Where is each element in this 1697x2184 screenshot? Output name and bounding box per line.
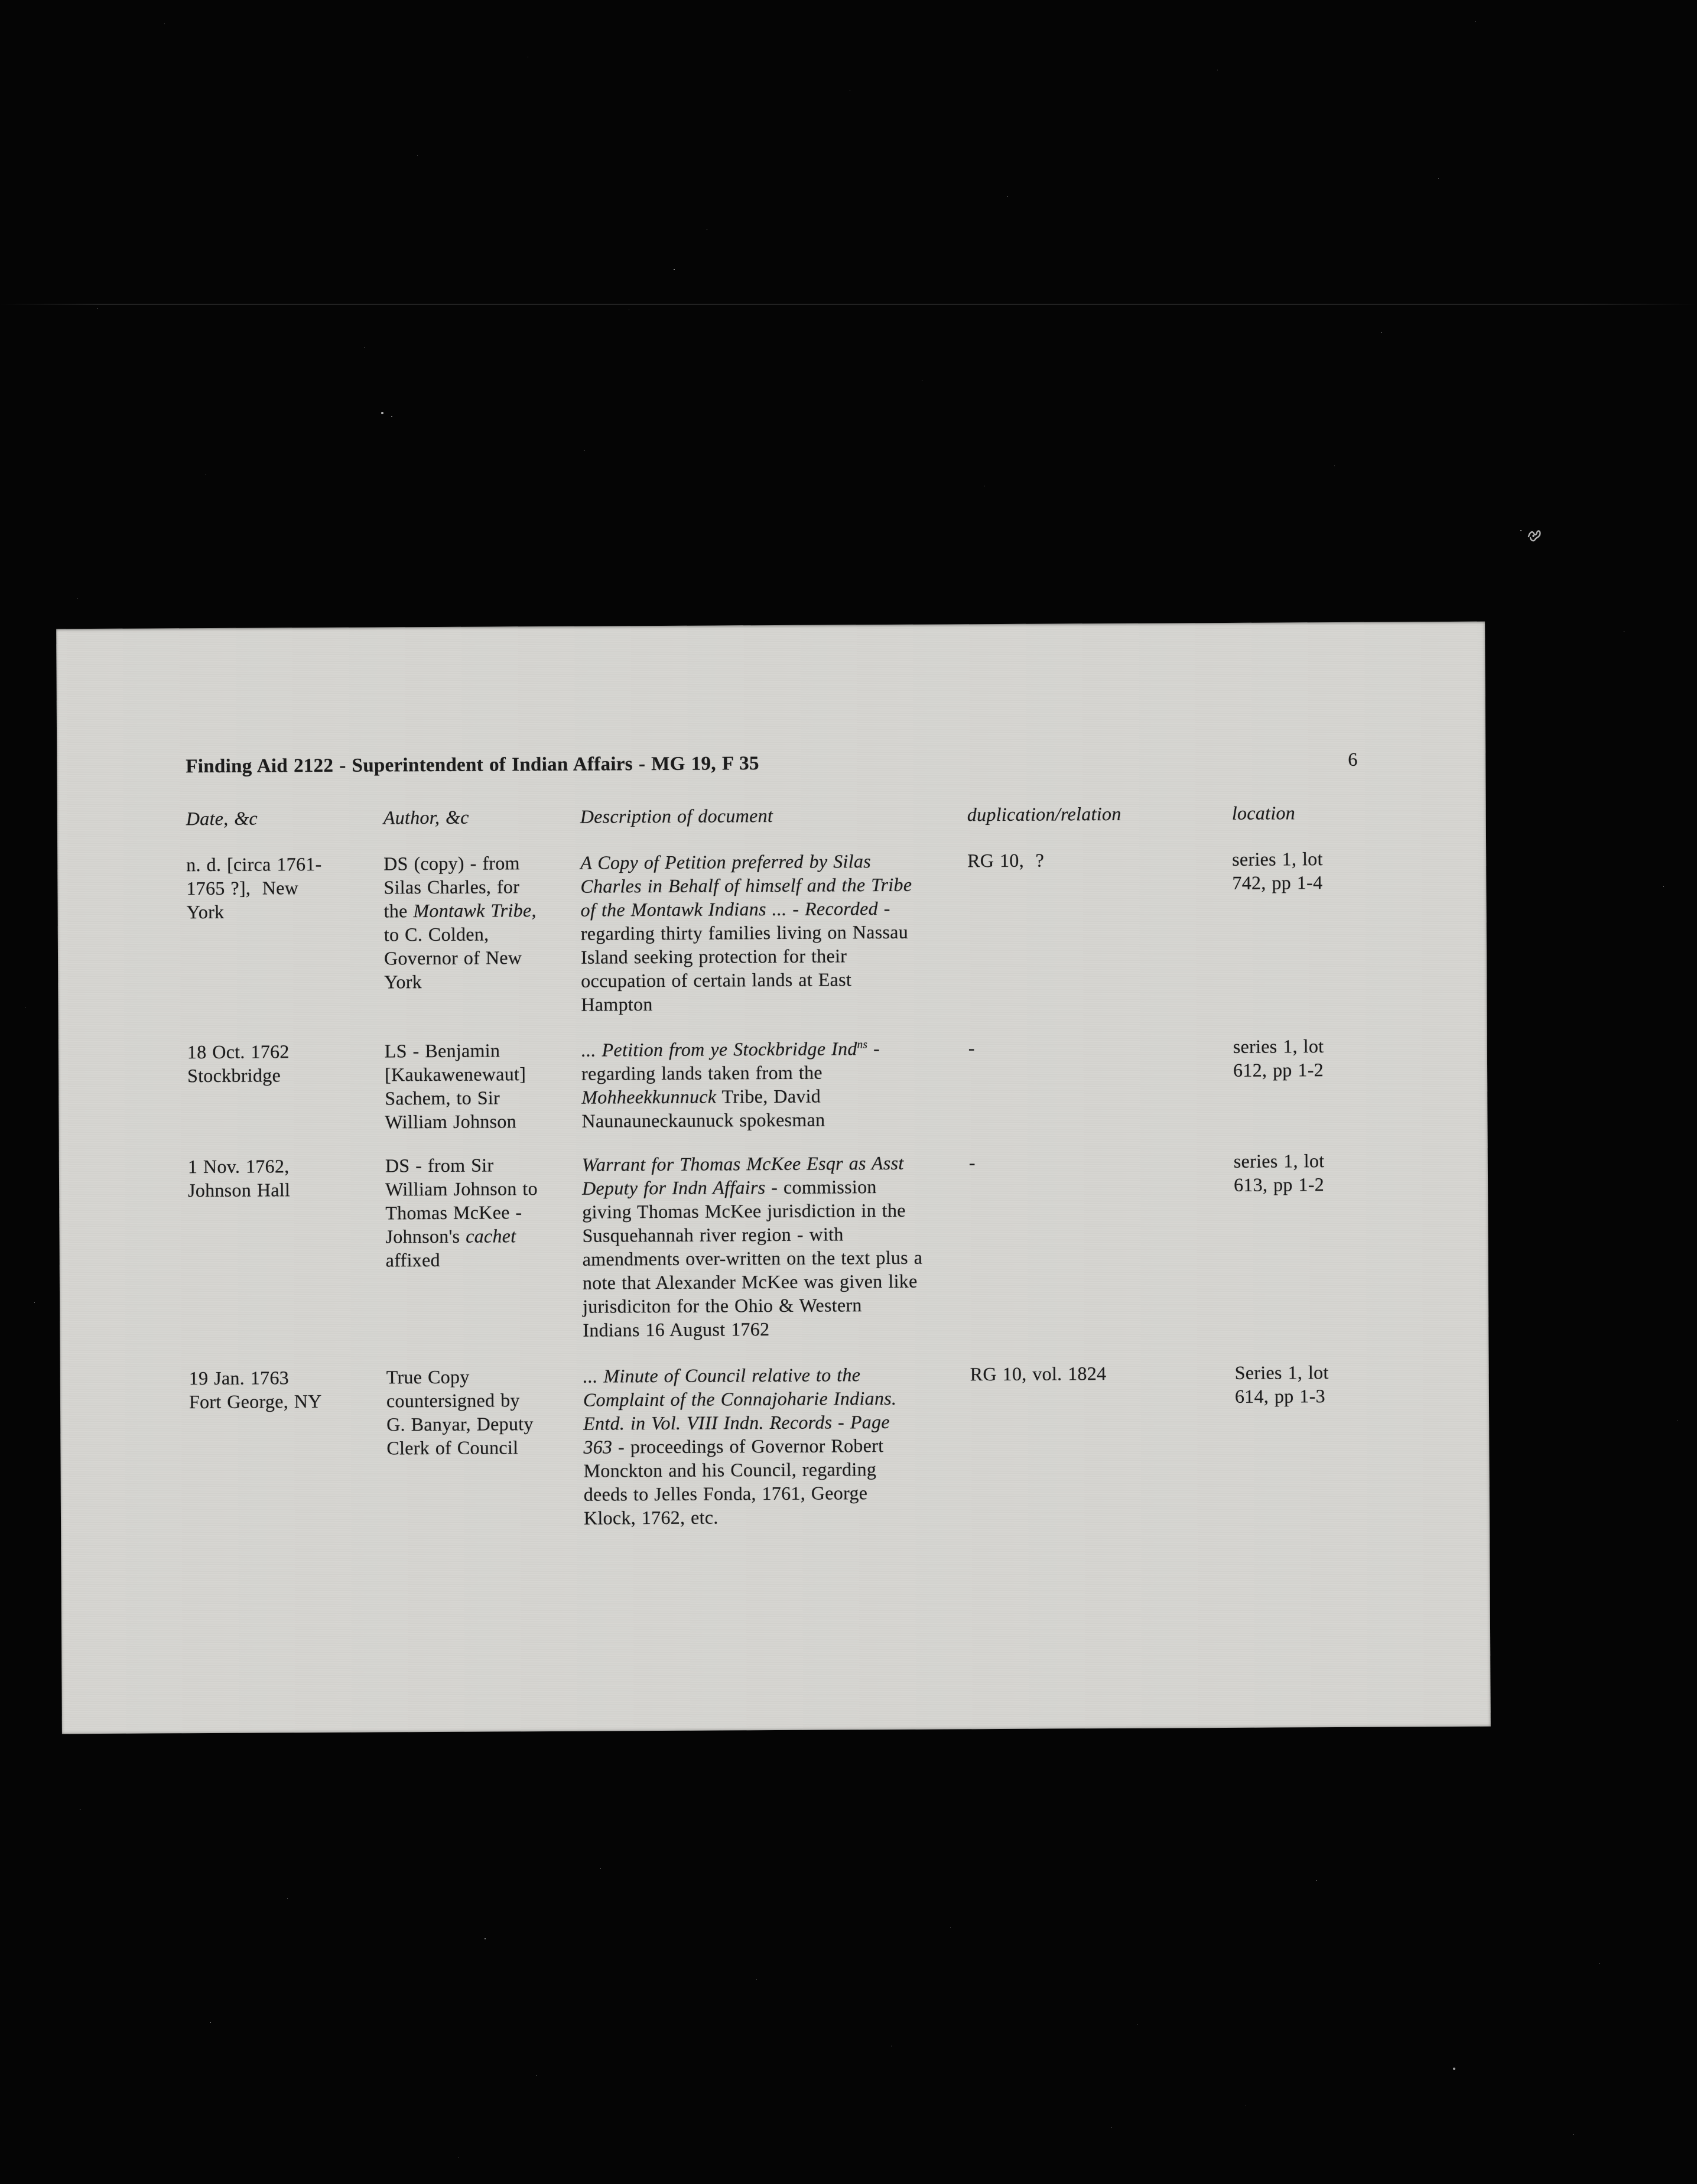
table-row-3 xyxy=(59,1148,1488,1341)
text-segment: 18 Oct. 1762 xyxy=(187,1041,290,1063)
text-segment: ns xyxy=(857,1038,868,1051)
text-segment: 363 xyxy=(583,1436,613,1458)
text-line xyxy=(968,1035,1228,1060)
text-segment: Hampton xyxy=(581,993,653,1015)
text-line xyxy=(583,1386,973,1411)
text-line xyxy=(581,896,971,921)
text-line xyxy=(188,1154,377,1179)
scratch-mark xyxy=(1526,527,1546,545)
text-line xyxy=(384,922,579,947)
text-segment: Johnson's xyxy=(385,1225,466,1247)
text-line xyxy=(187,1039,376,1064)
cell-description xyxy=(583,1362,974,1529)
text-segment: Warrant for Thomas McKee Esqr as Asst xyxy=(581,1152,904,1175)
text-segment: affixed xyxy=(385,1249,440,1271)
text-segment: 1 Nov. 1762, xyxy=(187,1155,290,1178)
text-line xyxy=(1233,1057,1481,1082)
text-segment: Deputy for Indn Affairs xyxy=(581,1176,766,1199)
text-segment: 742, pp 1-4 xyxy=(1232,872,1323,893)
text-segment: series 1, lot xyxy=(1233,1035,1324,1057)
text-line xyxy=(581,1083,971,1109)
text-segment: Charles in Behalf of himself and the Tribe xyxy=(580,873,912,897)
cell-duplication xyxy=(967,847,1227,872)
text-line xyxy=(189,1366,378,1390)
text-segment: York xyxy=(384,971,422,993)
cell-date xyxy=(189,1366,378,1414)
text-segment: True Copy xyxy=(386,1366,470,1388)
dust-specks-large xyxy=(0,0,1,1)
text-segment: Indians 16 August 1762 xyxy=(583,1318,770,1341)
table-row-4 xyxy=(60,1360,1489,1529)
text-segment: jurisdiciton for the Ohio & Western xyxy=(583,1294,862,1317)
cell-duplication xyxy=(970,1361,1230,1386)
text-segment: 614, pp 1-3 xyxy=(1234,1385,1326,1407)
text-segment: to C. Colden, xyxy=(383,923,489,945)
text-line xyxy=(583,1457,973,1482)
text-segment: Mohheekkunnuck xyxy=(581,1086,717,1108)
text-line xyxy=(383,851,578,876)
text-segment: regarding thirty families living on Nassau xyxy=(580,921,909,944)
cell-duplication xyxy=(969,1149,1229,1174)
text-line xyxy=(385,1176,580,1201)
text-segment: 19 Jan. 1763 xyxy=(188,1367,290,1389)
text-segment: - xyxy=(968,1037,975,1059)
text-line xyxy=(385,1086,580,1110)
text-line xyxy=(583,1292,973,1318)
column-header-description: Description of document xyxy=(580,804,773,827)
text-segment: 612, pp 1-2 xyxy=(1233,1059,1324,1081)
film-scratch-line xyxy=(0,304,1697,305)
text-line xyxy=(186,876,375,901)
cell-date xyxy=(187,1039,376,1088)
text-segment: A Copy of Petition preferred by Silas xyxy=(580,850,872,873)
cell-date xyxy=(186,852,376,924)
text-line xyxy=(581,1107,971,1132)
text-segment: Klock, 1762, etc. xyxy=(583,1506,719,1529)
text-line xyxy=(386,1388,581,1413)
text-line xyxy=(187,1063,376,1088)
cell-author xyxy=(386,1364,582,1460)
text-line xyxy=(580,872,970,898)
text-segment: DS - from Sir xyxy=(385,1154,494,1176)
text-segment: Sachem, to Sir xyxy=(385,1087,500,1109)
cell-location xyxy=(1234,1148,1482,1197)
text-segment: giving Thomas McKee jurisdiction in the xyxy=(582,1199,906,1223)
text-line xyxy=(188,1178,377,1202)
text-segment: cachet xyxy=(466,1225,516,1247)
table-row-1 xyxy=(57,846,1486,1015)
text-line xyxy=(386,1435,581,1460)
text-line xyxy=(1234,1172,1482,1197)
text-line xyxy=(1234,1148,1482,1173)
text-segment: - xyxy=(867,1038,880,1060)
text-segment: Series 1, lot xyxy=(1234,1361,1329,1383)
text-segment: - commission xyxy=(765,1176,877,1198)
text-segment: Island seeking protection for their xyxy=(580,945,847,968)
text-line xyxy=(383,875,578,899)
document-page xyxy=(56,622,1491,1734)
text-line xyxy=(385,1062,580,1087)
text-segment: n. d. [circa 1761- xyxy=(186,853,322,876)
cell-author xyxy=(385,1153,581,1272)
text-segment: amendments over-written on the text plus a xyxy=(582,1246,923,1270)
text-line xyxy=(385,1153,580,1178)
column-header-author: Author, &c xyxy=(383,806,469,828)
text-line xyxy=(969,1149,1229,1174)
cell-author xyxy=(385,1038,580,1134)
text-segment: Tribe, David xyxy=(716,1085,821,1107)
text-segment: - proceedings of Governor Robert xyxy=(612,1435,884,1458)
column-headers xyxy=(57,800,1486,830)
page-number: 6 xyxy=(1348,748,1358,770)
text-segment: Monckton and his Council, regarding xyxy=(583,1458,877,1481)
text-line xyxy=(582,1221,972,1247)
text-segment: Naunauneckaunuck spokesman xyxy=(581,1109,825,1132)
text-segment: Governor of New xyxy=(383,947,522,969)
text-line xyxy=(582,1150,972,1176)
text-line xyxy=(385,1109,580,1134)
text-segment: Clerk of Council xyxy=(386,1436,519,1459)
text-line xyxy=(385,1200,580,1225)
text-segment: G. Banyar, Deputy xyxy=(386,1413,534,1435)
text-line xyxy=(584,1480,974,1506)
text-line xyxy=(582,1198,972,1223)
text-line xyxy=(583,1409,973,1435)
text-line xyxy=(584,1504,974,1529)
text-line xyxy=(582,1174,972,1200)
text-segment: Montawk Tribe, xyxy=(413,899,537,922)
text-segment: William Johnson xyxy=(385,1110,517,1133)
text-segment: note that Alexander McKee was given like xyxy=(582,1270,918,1294)
text-segment: deeds to Jelles Fonda, 1761, George xyxy=(583,1482,868,1505)
text-segment: 613, pp 1-2 xyxy=(1233,1174,1325,1195)
text-segment: series 1, lot xyxy=(1232,848,1323,870)
text-segment: RG 10, vol. 1824 xyxy=(970,1363,1107,1385)
text-segment: William Johnson to xyxy=(385,1178,538,1200)
text-segment: Johnson Hall xyxy=(188,1179,291,1201)
cell-duplication xyxy=(968,1035,1228,1060)
text-segment: ... Petition from ye Stockbridge Ind xyxy=(581,1038,857,1061)
cell-author xyxy=(383,851,579,994)
text-line xyxy=(187,899,376,924)
text-line xyxy=(581,943,971,968)
text-line xyxy=(384,898,579,923)
text-line xyxy=(385,1038,580,1063)
text-segment: regarding lands taken from the xyxy=(581,1061,823,1084)
text-segment: Thomas McKee - xyxy=(385,1201,522,1224)
text-line xyxy=(583,1245,973,1270)
text-line xyxy=(386,1247,581,1272)
text-segment: - xyxy=(968,1152,976,1174)
column-header-date: Date, &c xyxy=(186,807,258,830)
text-line xyxy=(1232,846,1480,871)
text-line xyxy=(1232,870,1480,895)
text-segment: ... Minute of Council relative to the xyxy=(583,1364,861,1387)
cell-description xyxy=(582,1150,973,1341)
text-segment: Complaint of the Connajoharie Indians. xyxy=(583,1387,897,1410)
text-line xyxy=(384,969,579,994)
text-line xyxy=(386,1412,581,1436)
text-segment: Entd. in Vol. VIII Indn. Records - Page xyxy=(583,1410,890,1434)
text-segment: countersigned by xyxy=(386,1389,520,1412)
text-line xyxy=(1233,1034,1481,1058)
text-line xyxy=(386,1364,581,1389)
text-segment: occupation of certain lands at East xyxy=(581,968,852,992)
text-segment: [Kaukawenewaut] xyxy=(384,1063,526,1086)
text-segment: York xyxy=(186,901,225,923)
text-segment: 1765 ?], New xyxy=(186,877,299,899)
text-line xyxy=(581,990,971,1016)
column-header-location: location xyxy=(1231,802,1296,824)
text-line xyxy=(186,852,375,877)
text-segment: of the Montawk Indians ... - Recorded - xyxy=(580,897,890,921)
text-line xyxy=(583,1316,973,1341)
text-line xyxy=(581,967,971,992)
column-header-duplication: duplication/relation xyxy=(967,802,1121,826)
cell-description xyxy=(580,849,971,1016)
text-line xyxy=(189,1389,378,1414)
text-line xyxy=(583,1362,973,1387)
text-line xyxy=(1235,1360,1483,1384)
text-segment: DS (copy) - from xyxy=(383,852,520,875)
cell-location xyxy=(1235,1360,1483,1408)
text-line xyxy=(581,1036,971,1061)
text-line xyxy=(583,1269,973,1294)
text-line xyxy=(583,1433,973,1458)
text-segment: series 1, lot xyxy=(1233,1150,1325,1172)
cell-location xyxy=(1232,846,1480,895)
text-segment: RG 10, ? xyxy=(967,849,1045,872)
text-line xyxy=(1235,1383,1483,1408)
cell-location xyxy=(1233,1034,1481,1082)
cell-date xyxy=(188,1154,377,1202)
text-line xyxy=(581,919,971,945)
text-segment: Susquehannah river region - with xyxy=(582,1223,844,1246)
text-line xyxy=(385,1224,580,1249)
text-segment: Silas Charles, for xyxy=(383,876,520,898)
cell-description xyxy=(581,1036,972,1132)
text-line xyxy=(581,1060,971,1085)
text-line xyxy=(970,1361,1230,1386)
text-segment: Fort George, NY xyxy=(188,1390,322,1413)
text-line xyxy=(967,847,1227,872)
text-line xyxy=(384,945,579,970)
text-segment: the xyxy=(383,900,414,922)
table-row-2 xyxy=(58,1034,1487,1133)
text-segment: Stockbridge xyxy=(187,1064,281,1087)
text-segment: LS - Benjamin xyxy=(384,1039,500,1062)
text-line xyxy=(580,849,970,874)
page-title: Finding Aid 2122 - Superintendent of Indian Affairs - MG 19, F 35 xyxy=(186,753,759,778)
